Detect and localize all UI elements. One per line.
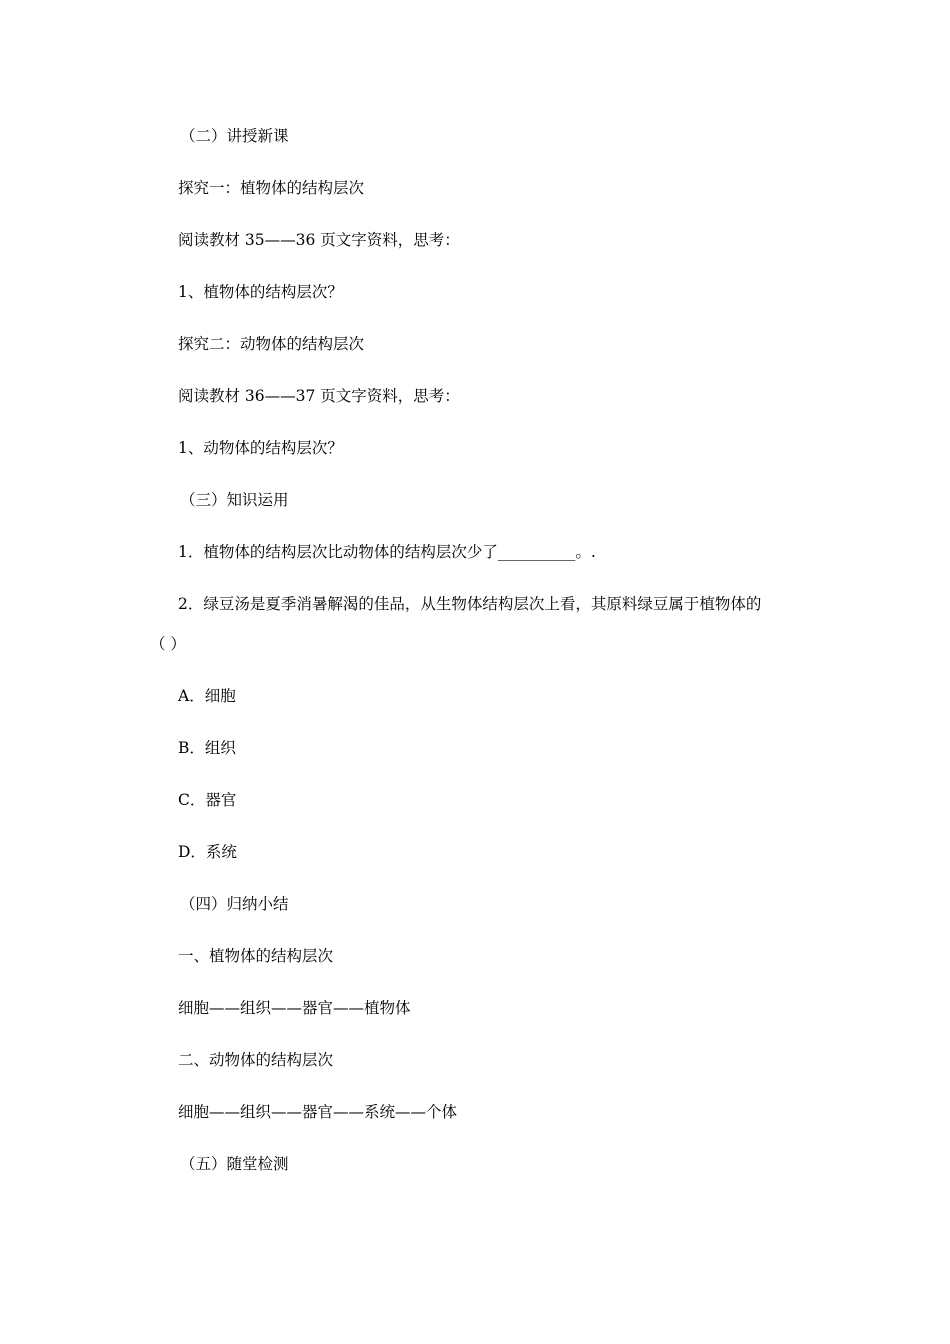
question-animal-structure: 1、动物体的结构层次？ bbox=[178, 439, 343, 457]
inquiry-one-title: 探究一：植物体的结构层次 bbox=[178, 179, 365, 197]
section-heading-summary: （四）归纳小结 bbox=[180, 895, 289, 913]
summary-animal-hierarchy: 细胞——组织——器官——系统——个体 bbox=[178, 1103, 458, 1121]
section-heading-quiz: （五）随堂检测 bbox=[180, 1155, 289, 1173]
option-c: C．器官 bbox=[178, 791, 237, 809]
inquiry-two-title: 探究二：动物体的结构层次 bbox=[178, 335, 365, 353]
summary-plant-title: 一、植物体的结构层次 bbox=[178, 947, 334, 965]
option-d: D．系统 bbox=[178, 843, 237, 861]
summary-animal-title: 二、动物体的结构层次 bbox=[178, 1051, 334, 1069]
question-plant-structure: 1、植物体的结构层次？ bbox=[178, 283, 343, 301]
section-heading-application: （三）知识运用 bbox=[180, 491, 289, 509]
exercise-one: 1．植物体的结构层次比动物体的结构层次少了__________。. bbox=[178, 543, 596, 561]
option-a: A．细胞 bbox=[178, 687, 236, 705]
summary-plant-hierarchy: 细胞——组织——器官——植物体 bbox=[178, 999, 411, 1017]
section-heading-lecture: （二）讲授新课 bbox=[180, 127, 289, 145]
reading-instruction-one: 阅读教材 35——36 页文字资料，思考： bbox=[178, 231, 460, 249]
exercise-two: 2．绿豆汤是夏季消暑解渴的佳品，从生物体结构层次上看，其原料绿豆属于植物体的 bbox=[178, 595, 762, 613]
option-b: B．组织 bbox=[178, 739, 236, 757]
reading-instruction-two: 阅读教材 36——37 页文字资料，思考： bbox=[178, 387, 460, 405]
exercise-two-answer-blank: （ ） bbox=[150, 635, 186, 653]
